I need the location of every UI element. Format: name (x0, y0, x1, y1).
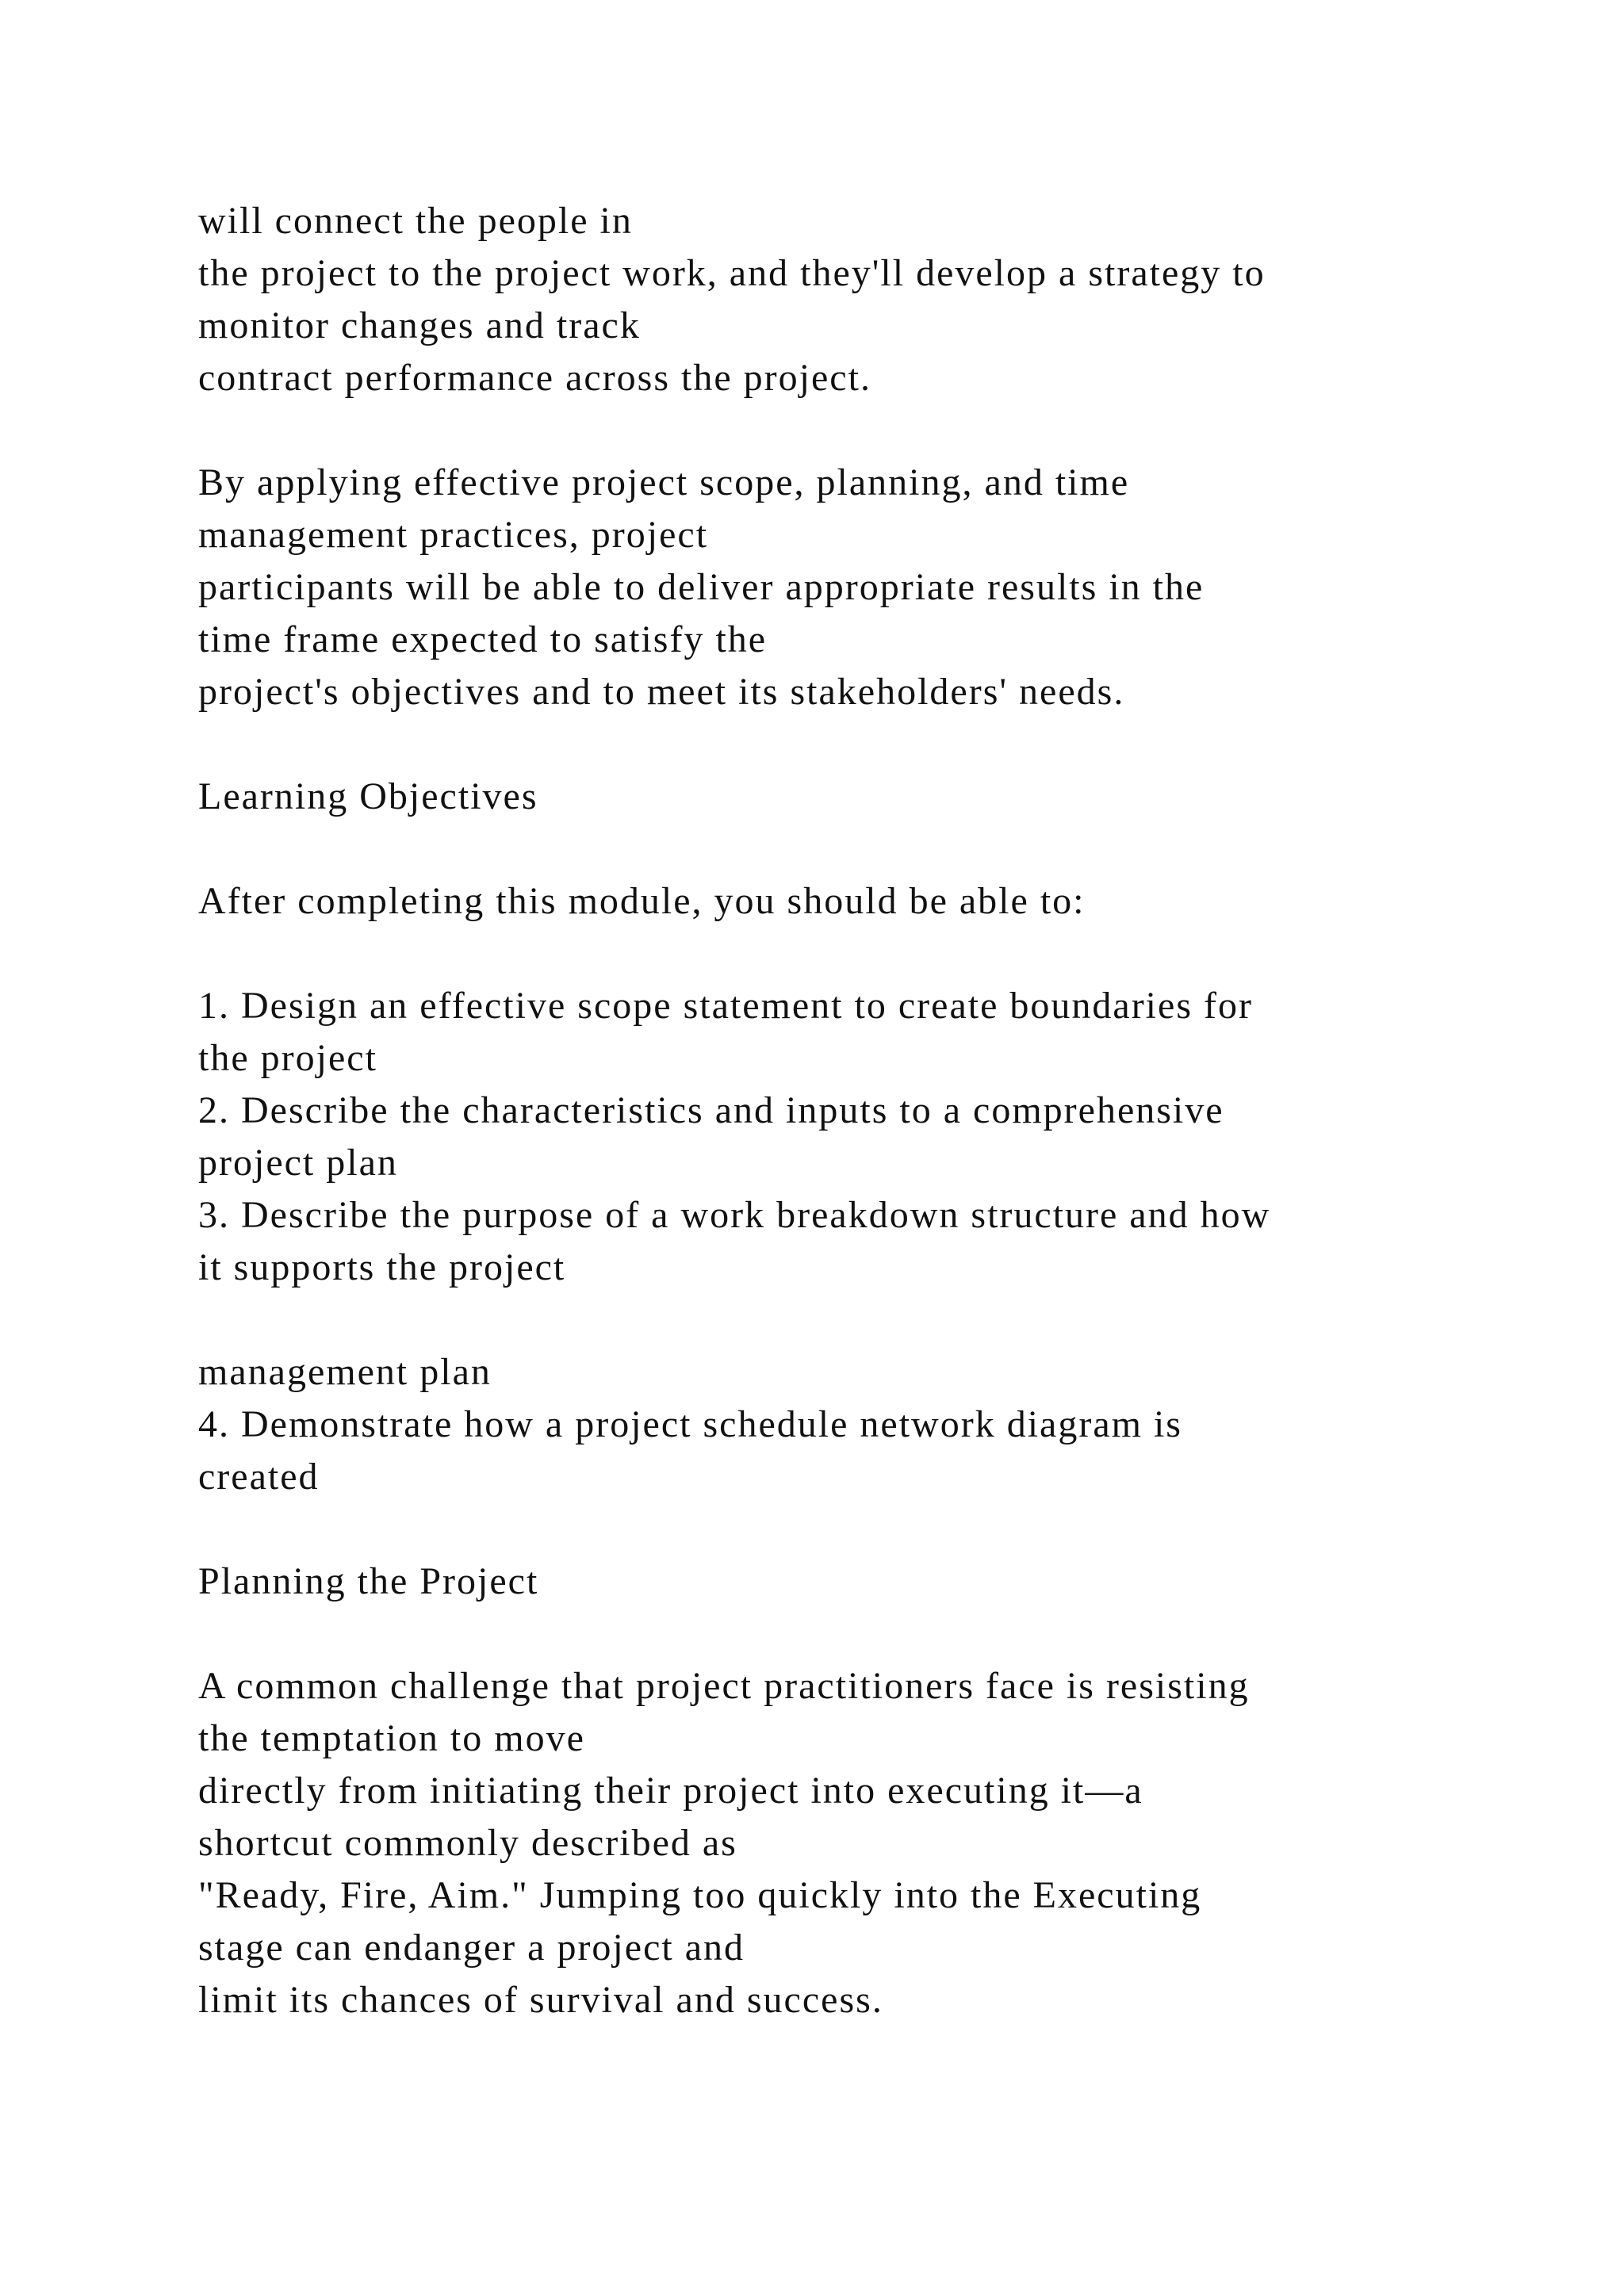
text-line: directly from initiating their project into executing it—a (198, 1770, 1143, 1812)
text-line: By applying effective project scope, planning, and time (198, 461, 1130, 503)
blank-line (198, 404, 1546, 457)
text-line: will connect the people in (198, 200, 633, 242)
text-line: stage can endanger a project and (198, 1927, 745, 1969)
text-line: A common challenge that project practitioners face is resisting (198, 1665, 1250, 1707)
text-line: participants will be able to deliver appropriate results in the (198, 566, 1205, 608)
text-line: management practices, project (198, 514, 709, 556)
text-line: monitor changes and track (198, 304, 641, 346)
text-line: the temptation to move (198, 1717, 585, 1759)
text-line: "Ready, Fire, Aim." Jumping too quickly into the Executing (198, 1874, 1202, 1916)
list-item-continuation: it supports the project (198, 1246, 566, 1288)
document-body (198, 195, 1546, 2026)
text-line: time frame expected to satisfy the (198, 618, 768, 660)
list-item: 1. Design an effective scope statement to create boundaries for (198, 985, 1253, 1027)
list-item: 3. Describe the purpose of a work breakdown structure and how (198, 1194, 1271, 1236)
blank-line (198, 1294, 1546, 1346)
list-item-continuation: created (198, 1456, 320, 1498)
blank-line (198, 718, 1546, 771)
list-item-continuation: project plan (198, 1142, 398, 1184)
list-item: 2. Describe the characteristics and inputs to a comprehensive (198, 1089, 1224, 1131)
list-item-continuation: the project (198, 1037, 377, 1079)
list-item-continuation: management plan (198, 1351, 492, 1393)
text-line: the project to the project work, and they'll develop a strategy to (198, 252, 1266, 294)
blank-line (198, 1608, 1546, 1660)
section-heading: Learning Objectives (198, 775, 538, 817)
text-line: project's objectives and to meet its stakeholders' needs. (198, 671, 1125, 713)
text-line: After completing this module, you should be able to: (198, 880, 1086, 922)
text-line: contract performance across the project. (198, 357, 871, 399)
blank-line (198, 823, 1546, 875)
text-line: shortcut commonly described as (198, 1822, 737, 1864)
list-item: 4. Demonstrate how a project schedule network diagram is (198, 1403, 1182, 1445)
section-heading: Planning the Project (198, 1560, 539, 1602)
blank-line (198, 928, 1546, 980)
text-line: limit its chances of survival and success. (198, 1979, 883, 2021)
blank-line (198, 1503, 1546, 1556)
